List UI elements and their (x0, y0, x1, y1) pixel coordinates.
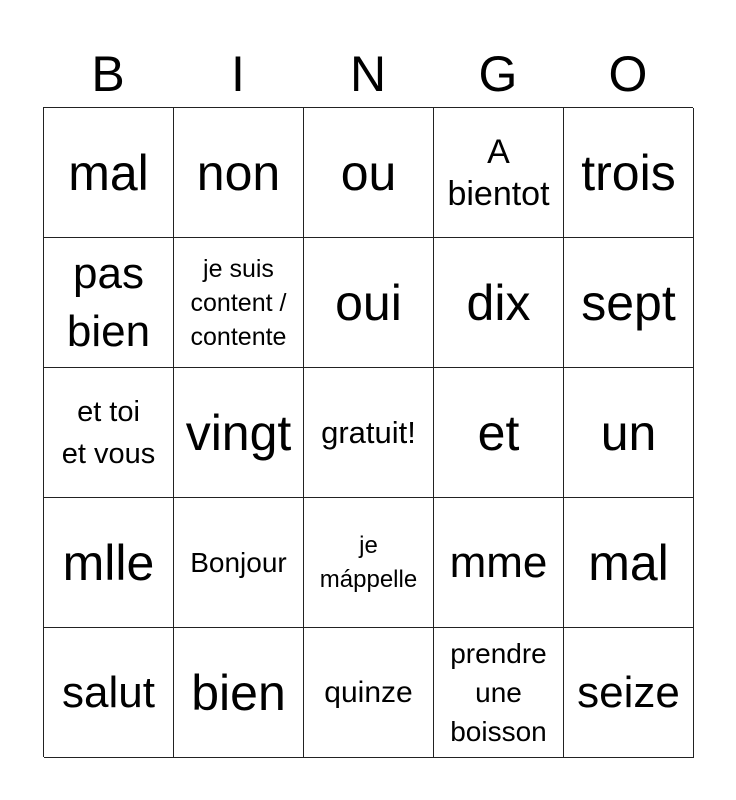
cell-text: un (600, 404, 657, 461)
header-letter-n: N (349, 46, 387, 102)
cell-text: mlle (62, 534, 155, 591)
bingo-cell[interactable] (44, 238, 174, 368)
cell-text: mme (449, 537, 548, 587)
bingo-cell[interactable] (174, 108, 304, 238)
bingo-cell[interactable] (304, 108, 434, 238)
bingo-cell[interactable] (564, 238, 694, 368)
bingo-cell[interactable] (44, 628, 174, 758)
cell-text: et toi et vous (61, 395, 156, 470)
bingo-cell[interactable] (44, 108, 174, 238)
bingo-board (43, 107, 693, 757)
header-letter-g: G (478, 46, 518, 102)
bingo-cell[interactable] (304, 238, 434, 368)
cell-text: Bonjour (190, 547, 287, 578)
bingo-cell[interactable] (564, 498, 694, 628)
bingo-header (43, 40, 693, 108)
cell-text: bien (191, 664, 286, 721)
bingo-cell[interactable] (564, 628, 694, 758)
cell-text: dix (466, 274, 531, 331)
bingo-cell[interactable] (564, 368, 694, 498)
bingo-cell[interactable] (304, 498, 434, 628)
cell-text: non (196, 144, 281, 201)
cell-text: pas bien (66, 248, 151, 356)
bingo-cell[interactable] (44, 368, 174, 498)
header-letter-i: I (231, 46, 245, 102)
cell-text: mal (68, 144, 149, 201)
cell-text: et (477, 404, 520, 461)
bingo-cell[interactable] (44, 498, 174, 628)
cell-text: seize (577, 667, 680, 717)
bingo-cell[interactable] (564, 108, 694, 238)
bingo-cell[interactable] (174, 238, 304, 368)
cell-text: mal (588, 534, 669, 591)
header-letter-b: B (91, 46, 125, 102)
bingo-cell[interactable] (174, 498, 304, 628)
cell-text: sept (581, 274, 676, 331)
bingo-cell[interactable] (434, 108, 564, 238)
bingo-cell[interactable] (434, 238, 564, 368)
cell-text: A bientot (447, 132, 550, 213)
bingo-cell[interactable] (174, 368, 304, 498)
bingo-cell[interactable] (434, 628, 564, 758)
bingo-cell[interactable] (174, 628, 304, 758)
cell-text: je máppelle (319, 531, 418, 593)
cell-text: quinze (324, 675, 413, 709)
cell-text: trois (581, 144, 676, 201)
cell-text: gratuit! (321, 414, 416, 450)
cell-text: prendre une boisson (450, 638, 547, 747)
bingo-cell[interactable] (434, 368, 564, 498)
cell-text: oui (335, 274, 402, 331)
cell-text: ou (340, 144, 397, 201)
free-space-cell[interactable] (304, 368, 434, 498)
cell-text: je suis content / contente (190, 254, 287, 351)
cell-text: vingt (185, 404, 292, 461)
bingo-cell[interactable] (434, 498, 564, 628)
header-letter-o: O (608, 46, 648, 102)
cell-text: salut (62, 667, 155, 717)
bingo-cell[interactable] (304, 628, 434, 758)
